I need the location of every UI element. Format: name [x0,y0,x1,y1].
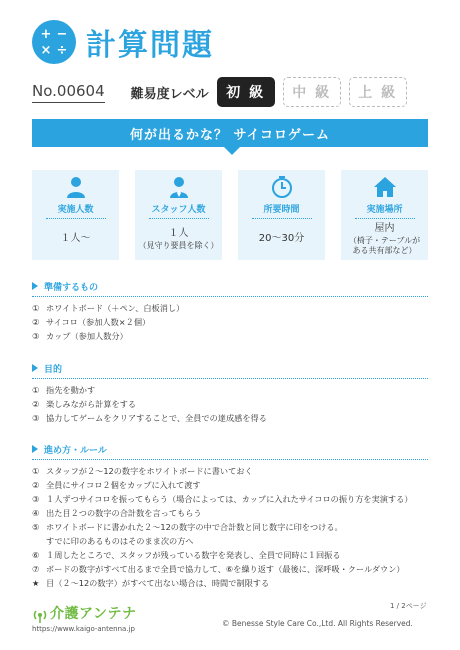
item-text: サイコロ（参加人数×２個） [46,317,151,327]
item-text: 全員にサイコロ２個をカップに入れて渡す [46,480,201,490]
item-text-continued: すでに印のあるものはそのまま次の方へ [46,536,194,546]
section-heading [32,361,428,375]
card-value-note: （見守り要員を除く） [138,240,219,250]
section-heading [32,442,428,456]
card-value [139,219,219,260]
meta-row [32,76,428,108]
antenna-icon [32,607,48,623]
triangle-bullet-icon [32,282,38,290]
list-item [32,520,428,548]
divide-symbol: ÷ [56,42,68,58]
section-divider [32,378,428,379]
section-heading-text: 準備するもの [44,282,99,293]
item-text: 目（２〜12の数字）がすべて出ない場合は、時間で制限する [46,578,270,588]
prep-section [32,279,428,343]
item-text: 楽しみながら計算をする [46,399,137,409]
card-value [259,219,304,260]
page-title: 計算問題 [86,28,214,63]
item-text: ホワイトボードに書かれた２〜12の数字の中で合計数と同じ数字に印をつける。 [46,522,343,532]
staff-icon [167,175,191,199]
item-number: ① [32,385,40,395]
item-text-group [46,520,343,548]
item-number: ★ [32,578,40,588]
item-number: ⑦ [32,564,40,574]
item-number: ① [32,303,40,313]
item-number: ③ [32,494,40,504]
document-number: No.00604 [32,82,105,103]
item-number: ⑤ [32,522,40,532]
item-number: ⑥ [32,550,40,560]
brand-name-a: 介護 [50,606,79,622]
card-label: 実施場所 [366,205,403,215]
participants-card [32,170,119,260]
list-item [32,329,428,343]
person-icon [64,175,88,199]
item-text: 出た目２つの数字の合計数を言ってもらう [46,508,202,518]
info-cards [32,170,428,260]
card-value-main: １人〜 [60,233,91,245]
minus-symbol: − [56,26,68,42]
card-value-main: １人 [168,228,189,240]
header [32,20,214,64]
item-text: ボードの数字がすべて出るまで全員で協力して、⑥を繰り返す（最後に、深呼吸・クールダウン） [46,564,405,574]
item-number: ① [32,466,40,476]
list-item [32,478,428,492]
triangle-bullet-icon [32,445,38,453]
house-icon [373,175,397,199]
duration-card [238,170,325,260]
item-text: 指先を動かす [46,385,96,395]
banner-pointer [224,147,240,155]
list-item [32,383,428,397]
list-item [32,576,428,590]
item-text: １人ずつサイコロを振ってもらう（場合によっては、カップに入れたサイコロの振り方を実演する） [46,494,413,504]
list-item [32,301,428,315]
times-symbol: × [40,42,52,58]
section-divider [32,459,428,460]
section-heading-text: 進め方・ルール [44,445,107,456]
card-label: 所要時間 [263,205,300,215]
item-number: ② [32,317,40,327]
site-url[interactable]: https://www.kaigo-antenna.jp [32,625,135,633]
level-advanced-badge: 上 級 [349,77,407,107]
purpose-section [32,361,428,425]
card-value-main: 屋内 [374,223,395,235]
purpose-list [32,383,428,425]
kaigo-antenna-logo [32,603,136,623]
item-number: ③ [32,413,40,423]
list-item [32,411,428,425]
plus-symbol: + [40,26,52,42]
rules-section [32,442,428,590]
item-number: ④ [32,508,40,518]
list-item [32,562,428,576]
copyright: © Benesse Style Care Co.,Ltd. All Rights Reserved. [222,619,413,628]
game-title-banner: 何が出るかな？ サイコロゲーム [32,119,428,147]
triangle-bullet-icon [32,364,38,372]
page-number: 1 / 2ページ [390,602,427,610]
card-value [349,219,420,260]
section-divider [32,296,428,297]
list-item [32,397,428,411]
item-number: ③ [32,331,40,341]
item-text: ホワイトボード（＋ペン、白板消し） [46,303,185,313]
item-text: カップ（参加人数分） [46,331,128,341]
brand-name [50,603,136,623]
item-text: スタッフが２〜12の数字をホワイトボードに書いておく [46,466,253,476]
section-heading [32,279,428,293]
list-item [32,492,428,506]
difficulty-label: 難易度レベル [130,86,209,102]
card-label: 実施人数 [57,205,94,215]
brand-name-b: アンテナ [79,606,137,622]
level-beginner-badge: 初 級 [217,77,275,107]
list-item [32,506,428,520]
clock-icon [270,175,294,199]
location-card [341,170,428,260]
card-label: スタッフ人数 [151,205,206,215]
list-item [32,548,428,562]
item-text: １周したところで、スタッフが残っている数字を発表し、全員で同時に１回振る [46,550,341,560]
list-item [32,464,428,478]
list-item [32,315,428,329]
card-value-note: （椅子・テーブルが ある共有部など） [348,235,421,255]
rules-list [32,464,428,590]
section-heading-text: 目的 [44,364,63,375]
card-value [61,219,91,260]
math-symbols-icon [32,20,76,64]
staff-card [135,170,222,260]
item-text: 協力してゲームをクリアすることで、全員での達成感を得る [46,413,267,423]
level-intermediate-badge: 中 級 [283,77,341,107]
item-number: ② [32,399,40,409]
prep-list [32,301,428,343]
item-number: ② [32,480,40,490]
card-value-main: 20〜30分 [258,233,305,245]
